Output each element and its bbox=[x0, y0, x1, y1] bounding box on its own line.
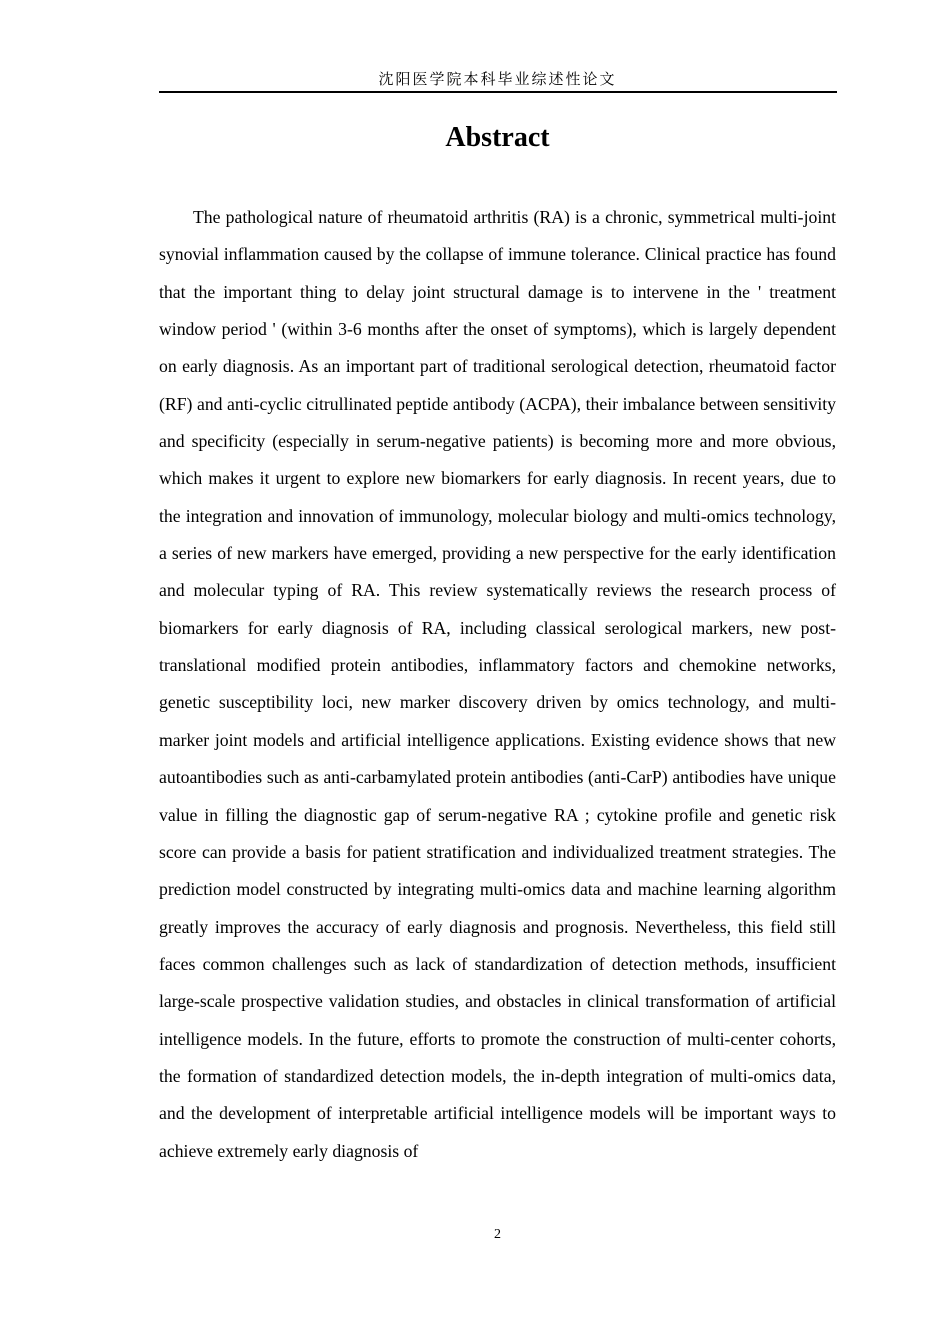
running-header: 沈阳医学院本科毕业综述性论文 bbox=[378, 70, 617, 88]
abstract-title: Abstract bbox=[445, 122, 550, 153]
abstract-body: The pathological nature of rheumatoid arthritis (RA) is a chronic, symmetrical multi-joint synovial inflammation caused by the collapse of immune tolerance. Clinical practice has found that the important thing to delay joint structural damage is to intervene in the ' treatment window period ' (within 3-6 months after the onset of symptoms), which is largely dependent on early diagnosis. As an important part of traditional serological detection, rheumatoid factor (RF) and anti-cyclic citrullinated peptide antibody (ACPA), their imbalance between sensitivity and specificity (especially in serum-negative patients) is becoming more and more obvious, which makes it urgent to explore new biomarkers for early diagnosis. In recent years, due to the integration and innovation of immunology, molecular biology and multi-omics technology, a series of new markers have emerged, providing a new perspective for the early identification and molecular typing of RA. This review systematically reviews the research process of biomarkers for early diagnosis of RA, including classical serological markers, new post-translational modified protein antibodies, inflammatory factors and chemokine networks, genetic susceptibility loci, new marker discovery driven by omics technology, and multi-marker joint models and artificial intelligence applications. Existing evidence shows that new autoantibodies such as anti-carbamylated protein antibodies (anti-CarP) antibodies have unique value in filling the diagnostic gap of serum-negative RA ; cytokine profile and genetic risk score can provide a basis for patient stratification and individualized treatment strategies. The prediction model constructed by integrating multi-omics data and machine learning algorithm greatly improves the accuracy of early diagnosis and prognosis. Nevertheless, this field still faces common challenges such as lack of standardization of detection methods, insufficient large-scale prospective validation studies, and obstacles in clinical transformation of artificial intelligence models. In the future, efforts to promote the construction of multi-center cohorts, the formation of standardized detection models, the in-depth integration of multi-omics data, and the development of interpretable artificial intelligence models will be important ways to achieve extremely early diagnosis of bbox=[159, 207, 836, 1161]
page-number: 2 bbox=[494, 1227, 501, 1242]
header-divider bbox=[159, 91, 837, 93]
